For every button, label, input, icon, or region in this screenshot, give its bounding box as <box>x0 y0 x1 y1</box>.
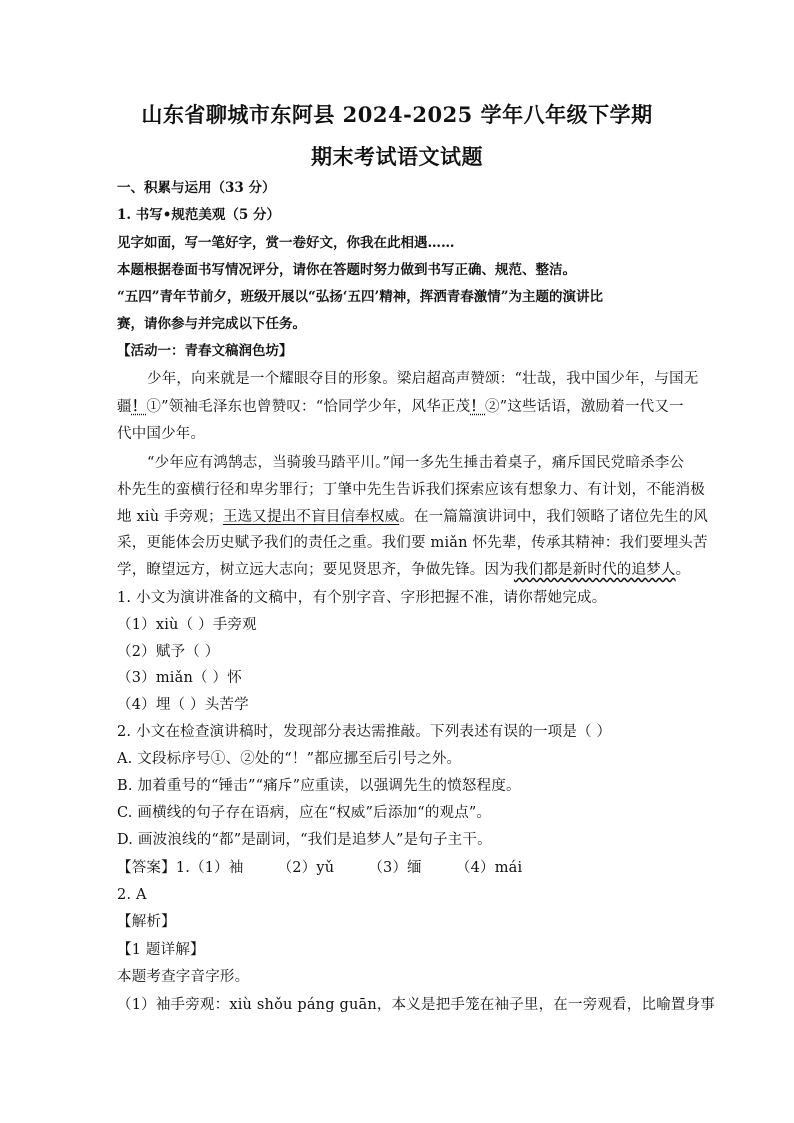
question-item: （4）埋（ ）头苦学 <box>117 697 249 713</box>
intro-line: “五四”青年节前夕，班级开展以“弘扬‘五四’精神，挥洒青春激情”为主题的演讲比 <box>117 289 603 305</box>
passage-line: 采，更能体会历史赋予我们的责任之重。我们要 miǎn 怀先辈，传承其精神：我们要埋头苦 <box>117 535 708 551</box>
passage-text: 学，瞭望远方，树立远大志向；要见贤思齐，争做先锋。因为 <box>117 562 514 578</box>
passage-text: 。 <box>675 562 691 578</box>
answer-item: （3）缅 <box>368 860 422 876</box>
intro-line: 见字如面，写一笔好字，赏一卷好文，你我在此相遇…… <box>117 235 455 251</box>
question-heading: 1. 书写•规范美观（5 分） <box>117 207 281 223</box>
option-b: B. 加着重号的“锤击”“痛斥”应重读，以强调先生的愤怒程度。 <box>117 778 521 794</box>
answer-label: 【答案】 <box>117 860 176 876</box>
document-subtitle: 期末考试语文试题 <box>311 144 483 169</box>
question-item: （1）xiù（ ）手旁观 <box>117 617 257 633</box>
marked-punctuation: ！ <box>131 398 147 415</box>
answer-item: 1.（1）袖 <box>175 860 244 876</box>
document-title: 山东省聊城市东阿县 2024-2025 学年八年级下学期 <box>141 102 653 127</box>
detail-intro: 本题考查字音字形。 <box>117 969 250 985</box>
passage-text: 疆 <box>117 399 132 415</box>
passage-text: 。在一篇篇演讲词中，我们领略了诸位先生的风 <box>399 509 708 525</box>
question-1: 1. 小文为演讲准备的文稿中，有个别字音、字形把握不准，请你帮她完成。 <box>117 590 607 606</box>
intro-line: 本题根据卷面书写情况评分，请你在答题时努力做到书写正确、规范、整洁。 <box>117 262 576 278</box>
answer-2: 2. A <box>117 887 147 903</box>
answer-item: （4）mái <box>455 860 523 876</box>
passage-line: 代中国少年。 <box>117 426 206 442</box>
question-item: （2）赋予（ ） <box>117 644 220 660</box>
answer-line <box>117 858 679 878</box>
passage-line: “少年应有鸿鹄志，当骑骏马踏平川。”闻一多先生捶击着桌子，痛斥国民党暗杀李公 <box>147 455 685 471</box>
passage-text: ①”领袖毛泽东也曾赞叹：“恰同学少年，风华正茂 <box>146 399 471 415</box>
passage-line: 少年，向来就是一个耀眼夺目的形象。梁启超高声赞颂：“壮哉，我中国少年，与国无 <box>147 371 699 387</box>
option-d: D. 画波浪线的“都”是副词，“我们是追梦人”是句子主干。 <box>117 832 492 848</box>
question-2: 2. 小文在检查演讲稿时，发现部分表达需推敲。下列表述有误的一项是（ ） <box>117 724 612 740</box>
marked-punctuation: ！ <box>470 398 486 415</box>
section-heading: 一、积累与运用（33 分） <box>117 180 276 196</box>
analysis-label: 【解析】 <box>117 914 176 930</box>
detail-line: （1）袖手旁观：xiù shǒu páng guān，本义是把手笼在袖子里，在一旁观看，比喻置身事 <box>117 997 716 1013</box>
answer-item: （2）yǔ <box>277 860 335 876</box>
option-a: A. 文段标序号①、②处的“！”都应挪至后引号之外。 <box>117 751 462 767</box>
passage-text: ②”这些话语，激励着一代又一 <box>485 399 684 415</box>
passage-line <box>117 560 691 580</box>
detail-label: 【1 题详解】 <box>117 942 205 958</box>
passage-line <box>117 507 708 527</box>
option-c: C. 画横线的句子存在语病，应在“权威”后添加“的观点”。 <box>117 805 492 821</box>
question-item: （3）miǎn（ ）怀 <box>117 670 242 686</box>
activity-heading: 【活动一：青春文稿润色坊】 <box>117 343 293 359</box>
passage-line: 朴先生的蛮横行径和卑劣罪行；丁肇中先生告诉我们探索应该有想象力、有计划，不能消极 <box>117 482 705 498</box>
wavy-underlined-phrase: 我们都是新时代的追梦人 <box>513 562 676 578</box>
passage-line <box>117 397 684 417</box>
intro-line: 赛，请你参与并完成以下任务。 <box>117 316 306 332</box>
passage-text: 地 xiù 手旁观； <box>117 509 223 525</box>
underlined-sentence: 王选又提出不盲目信奉权威 <box>222 509 400 525</box>
